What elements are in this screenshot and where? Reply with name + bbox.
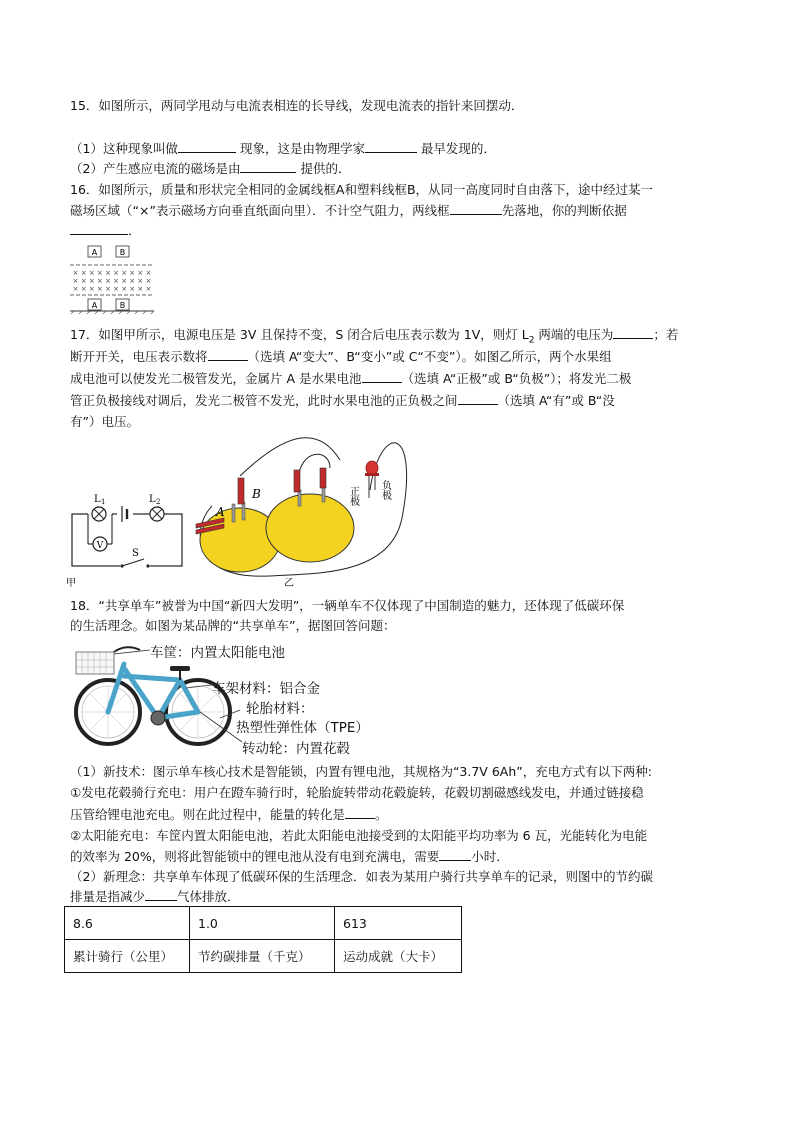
figure-caption-jia: 甲 xyxy=(66,578,76,588)
q17-line2: 断开开关，电压表示数将 （选填 A“变大”、B“变小”或 C“不变”）。如图乙所示，两个水果组 xyxy=(70,349,612,364)
answer-blank[interactable] xyxy=(365,140,417,153)
answer-blank[interactable] xyxy=(458,392,498,405)
table-cell: 1.0 xyxy=(190,907,335,940)
q17-line1: 17．如图甲所示，电源电压是 3V 且保持不变，S 闭合后电压表示数为 1V，则灯 $L_2$ 两端的电压为 ；若 xyxy=(70,327,679,346)
frame-b-label: B xyxy=(119,301,126,310)
bike-seat xyxy=(170,666,190,671)
figure-caption-yi: 乙 xyxy=(284,578,294,588)
q18-line2: 的生活理念。如图为某品牌的“共享单车”，据图回答问题： xyxy=(70,618,396,633)
table-header-cell: 累计骑行（公里） xyxy=(65,940,190,973)
q16-line2: 磁场区域（“×”表示磁场方向垂直纸面向里）．不计空气阻力，两线框 先落地，你的判断依据 xyxy=(70,203,627,218)
answer-blank[interactable] xyxy=(613,326,653,339)
bike-label-wheel: 转动轮：内置花毂 xyxy=(242,741,350,757)
frame-a-label: A xyxy=(91,248,98,257)
bike-frame xyxy=(108,664,198,718)
q17-line3: 成电池可以使发光二极管发光，金属片 A 是水果电池 （选填 A“正极”或 B“负极”）；将发光二极 xyxy=(70,371,632,386)
q15-part1: （1）这种现象叫做 现象，这是由物理学家 最早发现的． xyxy=(70,141,496,156)
q18-part2-b: 排量是指减少 气体排放． xyxy=(70,889,240,904)
q18-part1-a1: ①发电花毂骑行充电：用户在蹬车骑行时，轮胎旋转带动花毂旋转，花毂切割磁感线发电，并通过链接稳 xyxy=(70,785,644,800)
q18-part1: （1）新技术：图示单车核心技术是智能锁，内置有锂电池，其规格为“3.7V 6Ah”，充电方式有以下两种: xyxy=(70,764,652,779)
answer-blank[interactable] xyxy=(345,806,375,819)
q18-part1-b1: ②太阳能充电：车筐内置太阳能电池，若此太阳能电池接受到的太阳能平均功率为 6 瓦，光能转化为电能 xyxy=(70,828,648,843)
frame-b-label: B xyxy=(119,248,126,257)
lamp-l1-label: L xyxy=(94,494,101,505)
negative-pole-label: 负极 xyxy=(379,480,391,500)
plate-b-label: B xyxy=(252,487,261,501)
bike-label-tire: 轮胎材料： xyxy=(246,701,314,717)
q18-line1: 18．“共享单车”被誉为中国“新四大发明”，一辆单车不仅体现了中国制造的魅力，还体现了低碳环保 xyxy=(70,598,625,613)
q16-figure xyxy=(68,242,158,314)
answer-blank[interactable] xyxy=(240,160,296,173)
led-icon xyxy=(366,461,378,475)
answer-blank[interactable] xyxy=(362,370,402,383)
q15-part2: （2）产生感应电流的磁场是由 提供的． xyxy=(70,161,351,176)
q16-line1: 16．如图所示，质量和形状完全相同的金属线框A和塑料线框B，从同一高度同时自由落下，途中经过某一 xyxy=(70,182,654,197)
table-header-cell: 节约碳排量（千克） xyxy=(190,940,335,973)
circuit-diagram-jia xyxy=(62,488,187,588)
q17-line5: 有”）电压。 xyxy=(70,414,139,429)
answer-blank[interactable] xyxy=(208,348,248,361)
lamp-l2-label: L xyxy=(149,494,156,505)
q17-line4: 管正负极接线对调后，发光二极管不发光，此时水果电池的正负极之间 （选填 A“有”或 B“没 xyxy=(70,393,615,408)
svg-text:1: 1 xyxy=(101,498,106,506)
table-header-cell: 运动成就（大卡） xyxy=(335,940,462,973)
bike-label-basket: 车筐：内置太阳能电池 xyxy=(150,645,285,661)
table-cell: 613 xyxy=(335,907,462,940)
positive-pole-label: 正极 xyxy=(347,486,359,506)
svg-text:2: 2 xyxy=(156,498,161,506)
q16-line3: ． xyxy=(70,222,724,240)
answer-blank[interactable] xyxy=(178,140,236,153)
frame-a-label: A xyxy=(91,301,98,310)
answer-blank[interactable] xyxy=(70,222,128,235)
fruit-battery-diagram-yi xyxy=(180,428,410,588)
magnetic-field-row: × × × × × × × × × × xyxy=(72,269,152,277)
table-row xyxy=(65,940,462,973)
q15-stem: 15．如图所示，两同学甩动与电流表相连的长导线，发现电流表的指针来回摆动． xyxy=(70,98,524,113)
q18-part1-a2: 压管给锂电池充电。则在此过程中，能量的转化是 。 xyxy=(70,807,388,822)
bike-label-tire-material: 热塑性弹性体（TPE） xyxy=(236,720,369,736)
answer-blank[interactable] xyxy=(145,888,177,901)
voltmeter-label: V xyxy=(96,541,104,551)
magnetic-field-row: × × × × × × × × × × xyxy=(72,285,152,293)
q18-part2: （2）新理念：共享单车体现了低碳环保的生活理念．如表为某用户骑行共享单车的记录，则图中的节约碳 xyxy=(70,869,653,884)
answer-blank[interactable] xyxy=(450,202,502,215)
answer-blank[interactable] xyxy=(439,848,471,861)
riding-record-table xyxy=(64,906,462,973)
bike-label-frame: 车架材料：铝合金 xyxy=(212,681,320,697)
magnetic-field-row: × × × × × × × × × × xyxy=(72,277,152,285)
q18-part1-b2: 的效率为 20%，则将此智能锁中的锂电池从没有电到充满电，需要 小时． xyxy=(70,849,509,864)
bike-basket xyxy=(76,652,114,674)
table-cell: 8.6 xyxy=(65,907,190,940)
table-row xyxy=(65,907,462,940)
lemon-right xyxy=(266,494,354,562)
plate-a-label: A xyxy=(216,505,225,519)
switch-label: S xyxy=(132,548,139,559)
